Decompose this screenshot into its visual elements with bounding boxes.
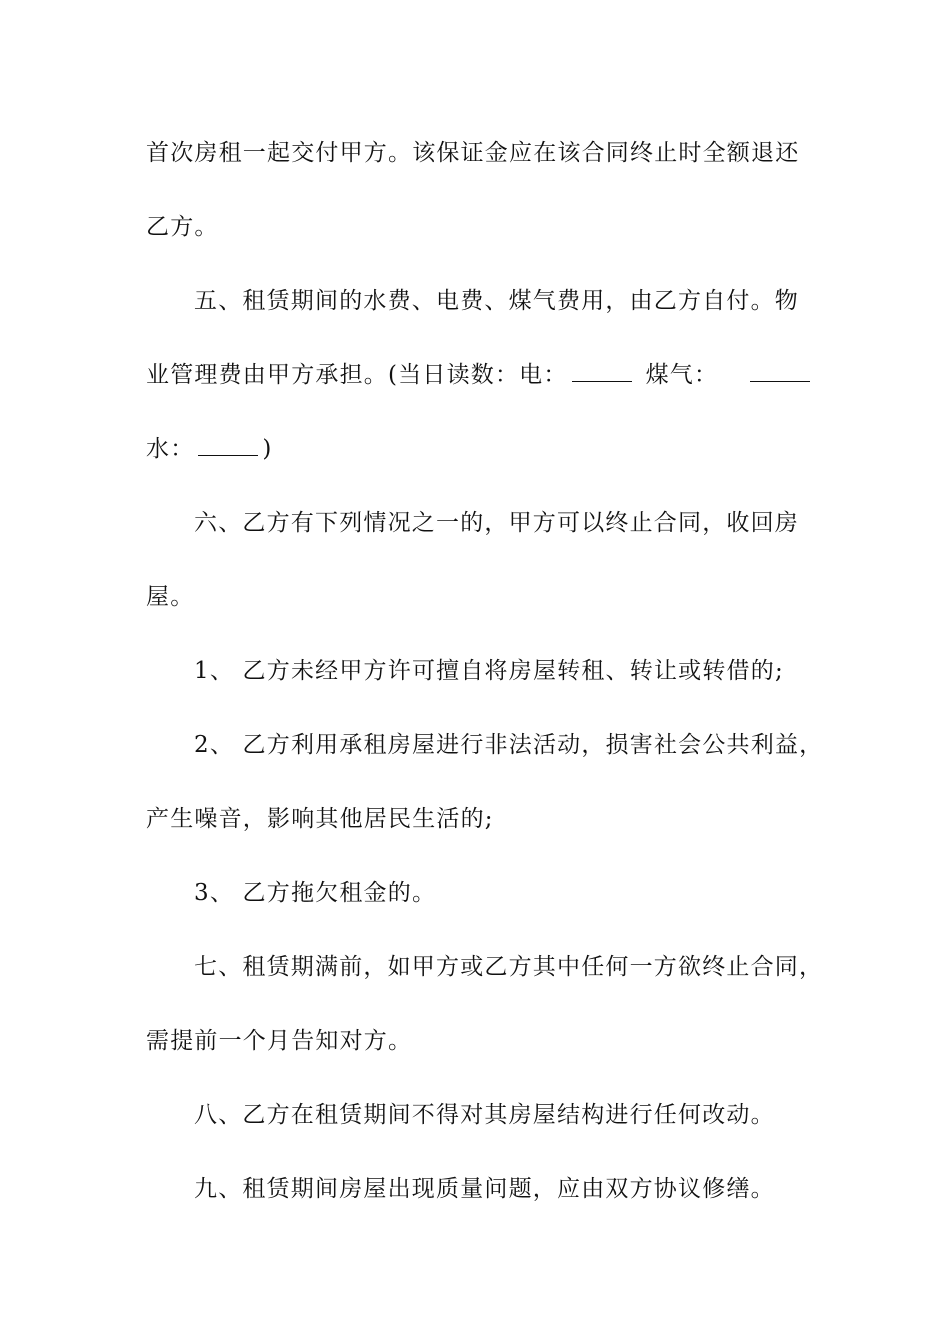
section-6-line-2: 屋。 — [146, 584, 195, 610]
text-line: 首次房租一起交付甲方。该保证金应在该合同终止时全额退还 — [146, 140, 800, 166]
section-9: 九、租赁期间房屋出现质量问题，应由双方协议修缮。 — [194, 1176, 775, 1202]
section-5-line-2 — [146, 360, 836, 390]
section-8: 八、乙方在租赁期间不得对其房屋结构进行任何改动。 — [194, 1102, 775, 1128]
closing-paren: ) — [262, 436, 273, 462]
water-blank — [198, 437, 258, 456]
section-6-line-1: 六、乙方有下列情况之一的，甲方可以终止合同，收回房 — [194, 510, 799, 536]
section-7-line-1: 七、租赁期满前，如甲方或乙方其中任何一方欲终止合同， — [194, 954, 824, 980]
text-line: 乙方。 — [146, 214, 219, 240]
utility-reading-label: 业管理费由甲方承担。(当日读数：电： — [146, 362, 568, 388]
gas-label: 煤气： — [645, 362, 719, 388]
gas-blank — [750, 363, 810, 382]
section-7-line-2: 需提前一个月告知对方。 — [146, 1028, 413, 1054]
electricity-blank — [572, 363, 632, 382]
section-5-line-1: 五、租赁期间的水费、电费、煤气费用，由乙方自付。物 — [194, 288, 799, 314]
water-label: 水： — [146, 436, 195, 462]
list-item-2-continued: 产生噪音，影响其他居民生活的; — [146, 806, 494, 832]
list-item-3: 3、 乙方拖欠租金的。 — [194, 880, 437, 906]
list-item-2: 2、 乙方利用承租房屋进行非法活动，损害社会公共利益， — [194, 732, 824, 758]
list-item-1: 1、 乙方未经甲方许可擅自将房屋转租、转让或转借的; — [194, 658, 784, 684]
section-5-line-3 — [146, 434, 836, 464]
